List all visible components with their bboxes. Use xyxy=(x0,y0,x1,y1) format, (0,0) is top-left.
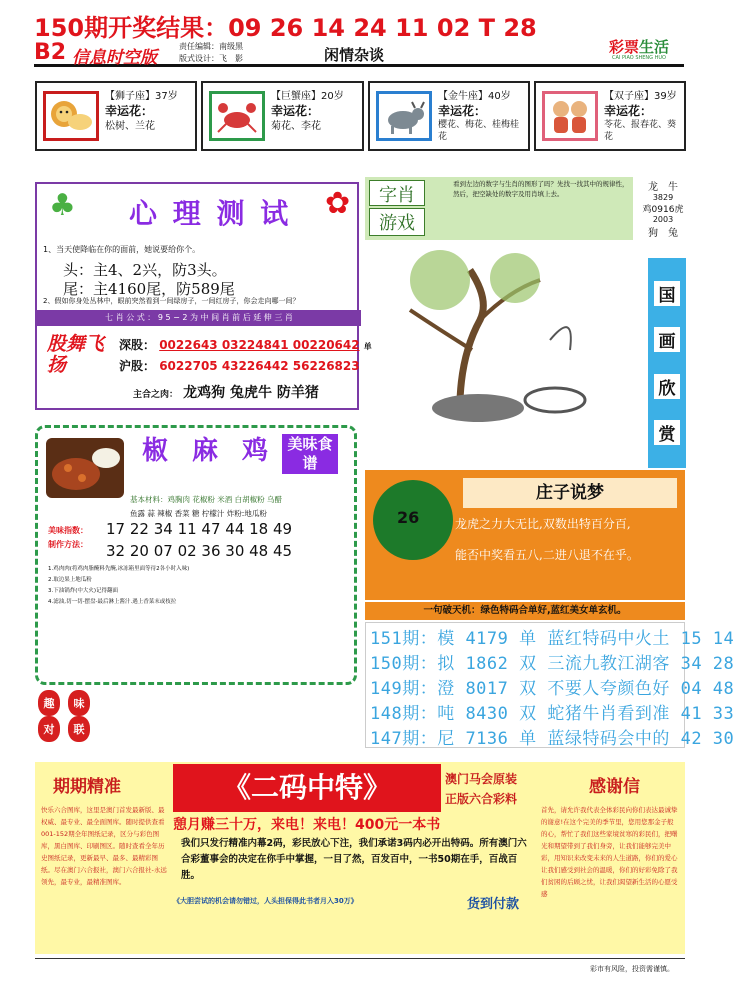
crab-icon xyxy=(209,91,265,141)
section-title: 闲情杂谈 xyxy=(324,46,385,64)
ink-painting xyxy=(400,250,640,428)
bottom-ad-panel xyxy=(35,762,685,954)
zhuangzi-panel xyxy=(365,470,685,600)
brand-logo: 彩票生活 xyxy=(609,38,670,56)
psych-title: 心 理 测 试 xyxy=(129,197,292,230)
recipe-title xyxy=(130,430,280,467)
question-2: 2、假如你身处丛林中，眼前突然看到一间绿房子，一间红房子，你会走向哪一间？ xyxy=(43,297,300,305)
lucky-flowers: 菊花、李花 xyxy=(271,121,321,132)
recipe-step: 2.取边果上地瓜粉 xyxy=(48,577,92,583)
wheel-mid: 3829 xyxy=(652,193,674,202)
lucky-flower-label: 幸运花： xyxy=(105,104,154,118)
zodiac-sign: 【双子座】39岁 xyxy=(604,91,677,102)
ingredients-2: 鱼露 蒜 辣椒 香菜 糖 柠檬汁 炸粉:地瓜粉 xyxy=(130,509,267,518)
tasty-index-label: 美味指数： xyxy=(48,526,88,535)
dish-photo xyxy=(46,438,124,498)
ad-body: 我们只发行精准内幕2码，彩民放心下注，我们承诺3码内必开出特码。所有澳门六合彩董事会的决定在你手中掌握，一目了然，百发百中，一书50期在手，百战百胜。 xyxy=(181,838,527,881)
zodiac-number-wheel xyxy=(640,178,686,270)
recipe-panel xyxy=(35,425,357,685)
zodiac-sign: 【金牛座】40岁 xyxy=(438,91,511,102)
lucky-flower-label: 幸运花： xyxy=(438,104,487,118)
zodiac-sign: 【狮子座】37岁 xyxy=(105,91,178,102)
ad-price-banner: 憩月赚三十万，来电！来电！400元一本书 xyxy=(173,817,441,833)
risk-disclaimer: 彩市有风险，投资需谨慎。 xyxy=(590,965,674,973)
answer-tail: 尾：主4160尾，防589尾 xyxy=(63,280,235,298)
sz-label: 深股： xyxy=(119,338,156,352)
puzzle-box-1: 字肖 xyxy=(369,180,425,206)
ad-title-banner: 《二码中特》 xyxy=(173,764,441,812)
design-line: 版式设计：飞 影 xyxy=(179,54,243,63)
lucky-flowers: 樱花、梅花、桂梅桂花 xyxy=(438,120,520,142)
lantern-3: 对 xyxy=(38,716,60,742)
bull-icon xyxy=(376,91,432,141)
main-combination xyxy=(133,382,319,402)
zodiac-card-taurus xyxy=(368,81,530,151)
header-bar xyxy=(34,40,684,67)
sh-values: 6022705 43226442 56226823 xyxy=(159,359,360,373)
flower-icon: ✿ xyxy=(325,186,351,221)
ingredients: 基本材料：鸡胸肉 花椒粉 米酒 白胡椒粉 乌醋 xyxy=(130,495,283,504)
lucky-flower-label: 幸运花： xyxy=(271,104,320,118)
accuracy-title: 期期精准 xyxy=(53,777,121,797)
recipe-numbers-row-1: 17 22 34 11 47 44 18 49 xyxy=(106,520,293,538)
zhuangzi-line-1: 龙虎之力大无比,双数出特百分百, xyxy=(455,517,631,531)
puzzle-instruction: 看到左边的数字与生肖的图形了吗？先找一找其中的规律性，然后，把空缺处的数字及用肖填上去。 xyxy=(453,180,629,198)
zodiac-sign: 【巨蟹座】20岁 xyxy=(271,91,344,102)
cash-on-delivery: 货到付款 xyxy=(467,897,520,912)
sh-label: 沪股： xyxy=(119,359,156,373)
history-row: 151期：模 4179 单 蓝红特码中火土 15 14 xyxy=(370,629,734,649)
footer-divider xyxy=(35,958,685,959)
puzzle-box-2: 游戏 xyxy=(369,208,425,236)
lantern-2: 味 xyxy=(68,690,90,716)
lucky-flowers: 松树、兰花 xyxy=(105,121,155,132)
lucky-flowers: 苓花、报春花、葵花 xyxy=(604,120,677,142)
thanks-letter-title: 感谢信 xyxy=(589,777,640,797)
history-row: 148期：吨 8430 双 蛇猪牛肖看到准 41 33 xyxy=(370,704,734,724)
lantern-1: 趣 xyxy=(38,690,60,716)
question-1: 1、当天使降临在你的面前，她说要给你个。 xyxy=(43,245,201,254)
zodiac-card-cancer xyxy=(201,81,364,151)
wheel-year: 2003 xyxy=(652,215,674,224)
page-code: B2 xyxy=(34,40,67,65)
zodiac-puzzle-panel xyxy=(365,177,633,240)
art-char: 国 xyxy=(654,281,680,306)
paper-name: 信息时空版 xyxy=(72,48,157,68)
ad-side-1: 澳门马会原装 xyxy=(445,772,518,786)
recipe-steps xyxy=(48,564,189,608)
art-char: 赏 xyxy=(654,420,680,445)
wheel-bottom: 狗 兔 xyxy=(648,228,678,239)
editor-line: 责任编辑：南级黑 xyxy=(179,42,243,51)
history-row: 147期：尼 7136 单 蓝绿特码会中的 42 30 xyxy=(370,729,734,749)
stock-logo: 股舞飞扬 xyxy=(47,333,105,376)
answer-head: 头：主4、2兴，防3头。 xyxy=(63,261,227,279)
recipe-step: 3.下油锅炸(中大火)记得翻面 xyxy=(48,588,119,594)
wheel-top: 龙 牛 xyxy=(648,182,678,193)
art-appreciation-bar xyxy=(648,258,686,468)
history-panel xyxy=(365,622,734,749)
recipe-title-char: 麻 xyxy=(191,436,218,466)
art-char: 画 xyxy=(654,327,680,352)
lucky-flower-label: 幸运花： xyxy=(604,104,653,118)
brand-subtitle: CAI PIAO SHENG HUO xyxy=(612,55,666,61)
ad-footer: 《大胆尝试的机会请勿错过，人头担保得此书者月入30万》 xyxy=(173,897,358,905)
main-label: 主合之肉： xyxy=(133,390,179,400)
ad-side-2: 正版六合彩料 xyxy=(445,792,518,806)
history-row: 150期：拟 1862 双 三流九教江湖客 34 28 xyxy=(370,654,734,674)
shanghai-stock-row xyxy=(119,357,360,374)
zhuangzi-title: 庄子说梦 xyxy=(463,478,677,508)
recipe-title-char: 椒 xyxy=(141,436,168,466)
secret-tip-bar: 一句破天机：绿色特码合单好,蓝红美女单玄机。 xyxy=(365,602,685,620)
wheel-row: 鸡0916虎 xyxy=(642,205,684,215)
recipe-title-char: 鸡 xyxy=(241,436,268,466)
lotus-number: 26 xyxy=(397,508,420,527)
sz-suffix: 单 xyxy=(363,342,372,351)
art-char: 欣 xyxy=(654,374,680,399)
tasty-recipe-badge: 美味食谱 xyxy=(282,434,338,474)
clover-icon: ♣ xyxy=(49,188,76,223)
zodiac-card-gemini xyxy=(534,81,686,151)
sz-values: 0022643 03224841 00220642 xyxy=(159,338,360,352)
history-row: 149期：澄 8017 双 不要人夸颜色好 04 48 xyxy=(370,679,734,699)
accuracy-text: 快乐六合图库，这里是澳门首发最新版、最权威、最专业、最全面图库。随时提供查看001-152期全年图纸记录，区分与彩色图库，黑白图库、印刷图区。随时查看全年历史图纸记录，更新最早、最多、最精彩图纸。尽在澳门六合报社，澳门六合报社-永远领先，最专业，最精准图库。 xyxy=(41,806,167,886)
recipe-step: 1.鸡肉肉(将鸡肉脂醃料先醃,冰冻箱里面等待2各小时入味) xyxy=(48,566,190,572)
zhuangzi-line-2: 能否中奖看五八,二进八退不在乎。 xyxy=(455,548,639,562)
lantern-4: 联 xyxy=(68,716,90,742)
lotus-leaf-picture xyxy=(373,480,453,560)
recipe-numbers-row-2: 32 20 07 02 36 30 48 45 xyxy=(106,542,293,560)
lion-icon xyxy=(43,91,99,141)
zodiac-card-leo xyxy=(35,81,197,151)
recipe-step: 4.滤油,切一切-摆盘-最后淋上酱汁.遇上香菜末或枝拉 xyxy=(48,599,177,605)
thanks-letter-text: 首先，请允许我代表全体彩民向你们表达最诚挚的谢意!在这个完美的季节里，您用您那金子般的心，帮忙了我们这些家境贫寒的彩民们，把曙光和期望带到了我们身旁，让我们能够完美中彩，用知识来改变未来的人生道路，你们的爱心让我们感受到社会的温暖，你们的好彩免除了我们贫困的后顾之忧，让我们渴望新生活的心愿受感 xyxy=(541,806,678,898)
main-value: 龙鸡狗 兔虎牛 防羊猪 xyxy=(183,385,319,401)
draw-result-headline: 150期开奖结果：09 26 14 24 11 02 T 28 xyxy=(34,14,537,42)
twins-icon xyxy=(542,91,598,141)
method-label: 制作方法： xyxy=(48,540,88,549)
shenzhen-stock-row xyxy=(119,336,372,353)
formula-bar: 七 肖 公 式 ： 9 5 − 2 为 中 间 肖 前 后 延 伸 三 肖 xyxy=(37,310,361,326)
psych-test-panel xyxy=(35,182,372,410)
